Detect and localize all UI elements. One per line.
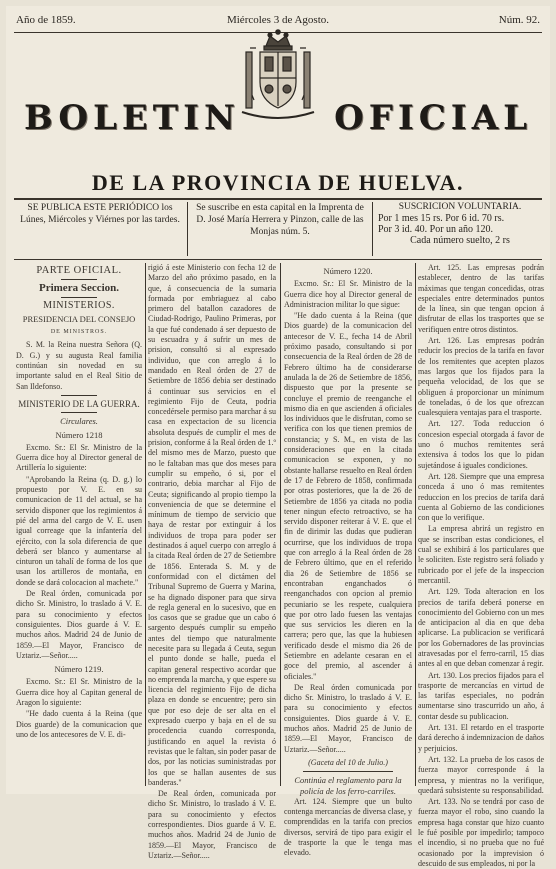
article-paragraph: De Real órden, comunicada por dicho Sr. Ministro, lo traslado á V. E. para su conocimiento y efectos consiguientes. Dios guarde á V. E. muchos años. Madrid 24 de Junio de 1859.—El Mayor, Francisco de Uztariz.—Señor..... (16, 589, 142, 660)
column-divider (280, 263, 281, 786)
article-paragraph: Art. 128. Siempre que una empresa conceda á uno ó mas remitentes reduccion en los precios de tarifa dará cuenta al Gobierno de las condiciones con que lo verifique. (418, 471, 544, 523)
article-paragraph: La empresa abrirá un registro en que se inscriban estas condiciones, el cual se exhibirá á los particulares que le soliciten. Este registro será foliado y rubricado por el jefe de la inspeccion mercantil. (418, 524, 544, 585)
column-divider (145, 263, 146, 786)
section-heading: PARTE OFICIAL. (36, 265, 122, 276)
masthead-subtitle: DE LA PROVINCIA DE HUELVA. (91, 170, 465, 195)
masthead-bottom-rule (14, 198, 542, 200)
info-bottom-rule (14, 259, 542, 260)
article-paragraph: De Real órden comunicada por dicho Sr. Ministro, lo traslado á V. E. para su conocimiento y efectos consiguientes. Dios guarde á V. E. muchos años. Madrid 25 de Junio de 1859.—El Mayor, Francisco de Uztariz.—Señor..... (284, 682, 412, 754)
info-divider (372, 202, 373, 256)
section-heading: MINISTERIOS. (43, 299, 115, 311)
newspaper-page (6, 6, 550, 868)
subscription-rates (378, 202, 542, 256)
column-1 (16, 263, 142, 786)
subscription-title: SUSCRICION VOLUNTARIA. (398, 202, 522, 212)
heading-rule (303, 771, 393, 772)
info-divider (187, 202, 188, 256)
article-paragraph: Excmo. Sr.: El Sr. Ministro de la Guerra dice hoy al Director general de Administracion militar lo que sigue: (284, 279, 412, 309)
subscription-rate-line: Cada número suelto, 2 rs (410, 235, 510, 246)
source-note: (Gaceta del 10 de Julio.) (308, 757, 388, 767)
publication-schedule: SE PUBLICA ESTE PERIÓDICO los Lúnes, Miércoles y Viérnes por las tardes. (20, 203, 180, 225)
heading-rule (61, 297, 97, 298)
article-paragraph: Art. 126. Las empresas podrán reducir los precios de la tarifa en favor de los remitentes que acepten plazos mas largos que los fijados para la pequeña velocidad, de los que se obliguen á proporcionar un mínimum de toneladas, ó de los que ofrezcan cualesquiera ventajas para el trasporte. (418, 336, 544, 418)
column-2 (148, 263, 276, 860)
article-paragraph: Art. 130. Los precios fijados para el trasporte de mercancías en virtud de las tarifas especiales, no podrán aumentarse sino trascurrido un año, á contar desde su publicacion. (418, 670, 544, 721)
subscription-rate-line: Por 3 id. 40. Por un año 120. (378, 224, 493, 235)
section-heading: MINISTERIO DE LA GUERRA. (18, 398, 140, 409)
article-paragraph: "Aprobando la Reina (q. D. g.) lo propuesto por V. E. en su comunicacion de 11 del actual, se ha servido disponer que los regimientos á pié del arma del cargo de V. E. usen igual correage que la infantería del ejército, con la sola diferencia de que deberá ser blanco y aumentarse al cinturon un tahalí de forma de los que usan los artilleros de montaña, en donde se dará colocacion al machete." (16, 474, 142, 587)
article-paragraph: Art. 131. El retardo en el trasporte dará derecho á indemnizacion de daños y perjuicios. (418, 723, 544, 753)
issue-number: Núm. 92. (498, 14, 540, 26)
section-heading: Número 1219. (54, 664, 104, 675)
article-paragraph: Art. 132. La prueba de los casos de fuerza mayor corresponde á la empresa, y mientras no la verifique, quedará subsistente su responsabilidad. (418, 754, 544, 795)
article-paragraph: Art. 125. Las empresas podrán establecer, dentro de las tarifas máximas que tengan concedidas, otras especiales entre determinados puntos de la línea, sin que tengan opcion á disfrutar de ellas los trasportes que se verifiquen entre otros distintos. (418, 263, 544, 334)
subscription-rate-line: Por 1 mes 15 rs. Por 6 id. 70 rs. (378, 213, 505, 224)
subscription-place: Se suscribe en esta capital en la Imprenta de D. José María Herrera y Pinzon, calle de las Monjas núm. 5. (196, 203, 364, 237)
masthead-title-left: BOLETIN (24, 98, 241, 138)
column-4 (418, 263, 544, 868)
column-divider (415, 263, 416, 786)
article-paragraph: Art. 129. Toda alteracion en los precios de tarifa deberá ponerse en conocimiento del Gobierno con un mes de anticipacion al dia en que deba aplicarse. La publicacion se verificará por los Gobernadores de las provincias atravesadas por el ferro-carril, 15 dias antes al en que deban comenzar á regir. (418, 587, 544, 669)
issue-date: Miércoles 3 de Agosto. (226, 14, 330, 26)
article-paragraph: "He dado cuenta á la Reina (que Dios guarde) de la comunicacion que uno de los antecesores de V. E. di- (16, 709, 142, 739)
article-paragraph: rigió á este Ministerio con fecha 12 de Marzo del año próximo pasado, en la que, á consecuencia de la sumaria formada por embriaguez al cabo primero del batallon cazadores de Ciudad-Rodrigo, Paulino Primeras, por la que fué condenado á ser depuesto de su escuadra y á sufrir un mes de prision, consultó si al expresado individuo, que con arreglo á lo mandado en Real órden de 27 de Setiembre de 1856 debia ser destinado á continuar sus servicios en el regimiento Fijo de Ceuta, podria concedérsele permiso para marchar á su casa en expectacion de su licencia absoluta después de cumplir el mes de prision, conforme á la Real órden de 1.º del mismo mes de Marzo, puesto que no le faltaban mas que dos meses para cumplir su empeño, ó si, por el contrario, debia marchar al Fijo de Ceuta; significando al propio tiempo la conveniencia de que se determine el mínimum de tiempo de servicio que haya de restar por extinguir á los individuos de tropa para poder ser destinados á aquel cuerpo con arreglo á la citada Real órden de 27 de Setiembre de 1856. Enterada S. M. y de conformidad con el dictámen del Tribunal Supremo de Guerra y Marina, se ha dignado disponer para que sirva de regla general en lo sucesivo, que en los casos que se gradue que un cabo ó sargento después cumplir su empeño antes del tiempo que naturalmente necesite para su llegada á Ceuta, segun el punto donde se halle, pueda el capitan general respectivo acordar que no emprenda la marcha, y que espere su licencia del regimiento Fijo de dicha plaza en donde se encuentre; pero sin que por eso deje de ser alta en el expresado cuerpo y baja en el de su procedencia cuando corresponda, justificando en aquel la revista ó revistas que le faltan, sin poder pasar de dos, por las noticias suministradas por los que se hallan ausentes de sus banderas." (148, 263, 276, 787)
section-heading: DE MINISTROS. (50, 329, 108, 336)
section-heading: Número 1218 (55, 429, 103, 440)
article-paragraph: S. M. la Reina nuestra Señora (Q. D. G.) y su augusta Real familia continúan sin novedad en su importante salud en el Real Sitio de San Ildefonso. (16, 340, 142, 391)
article-paragraph: Excmo. Sr.: El Sr. Ministro de la Guerra dice hoy al Director general de Artillería lo siguiente: (16, 442, 142, 473)
article-paragraph: Art. 127. Toda reduccion ó concesion especial otorgada á favor de uno ó muchos remitentes será extensiva á todos los que lo pidan sujetándose á iguales condiciones. (418, 419, 544, 470)
section-heading: Número 1220. (323, 266, 373, 276)
section-heading: Continúa el reglamento para la policía de los ferro-carriles. (294, 775, 402, 796)
heading-rule (61, 395, 97, 396)
heading-rule (61, 279, 97, 280)
masthead-title-right: OFICIAL (334, 98, 532, 138)
article-paragraph: Excmo. Sr.: El Sr. Ministro de la Guerra dice hoy al Capitan general de Aragon lo siguiente: (16, 677, 142, 707)
section-heading: PRESIDENCIA DEL CONSEJO (22, 313, 136, 324)
column-3 (284, 263, 412, 858)
royal-crest-icon (232, 26, 324, 130)
section-heading: Primera Seccion. (38, 282, 120, 295)
article-paragraph: Art. 124. Siempre que un bulto contenga mercancías de diversa clase, y comprendidas en la tarifa con precios diversos, servirá de tipo para exigir el de trasporte la que le tenga mas elevado. (284, 796, 412, 858)
issue-year: Año de 1859. (16, 14, 76, 26)
heading-rule (61, 412, 97, 413)
section-heading: Circulares. (60, 416, 98, 427)
article-paragraph: Art. 133. No se tendrá por caso de fuerza mayor el robo, sino cuando la empresa haga constar que hizo cuanto le fué posible por impedirlo; tampoco el incendio, si no prueba que no fué ocasionado por la imprevision ó descuido de sus empleados, ni por la (418, 797, 544, 868)
article-paragraph: "He dado cuenta á la Reina (que Dios guarde) de la comunicacion del antecesor de V. E., fecha 14 de Abril próximo pasado, consultando si por consecuencia de la Real órden de 28 de Febrero último ha de considerarse anulada la de 26 de Setiembre de 1856, dispuesto que por la presente se concluye el premio de reenganche el mismo dia en que ascienden á oficiales los individuos que le disfrutan, como se verifica con los que tienen premios de constancia; y S. M., en vista de las consideraciones que en la citada comunicacion se exponen, y no obstante hallarse resuelto en Real órden de 17 de Febrero de 1858, confirmada por otras posteriores, que la de 26 de Setiembre de 1856 ya citada no podia tener ningun efecto retroactivo, se ha servido disponer reiterar á V. E. que el fin de dirimir las dudas que pudieran ocurrirse, que los individuos de tropa que con arreglo á la Real órden de 28 de Febrero último, que en el referido dia 26 de Setiembre de 1856 se encontraban enganchados ó reenganchados con opcion al premio pecuniario se les respete, cualquiera que por otro lado fuesen las ventajas que sus servicios les dieren en la carrera; pero que, las que la hubiesen verificado desde el mismo dia 26 de Setiembre en adelante cesaran en el goce del premio, al ascender á oficiales." (284, 311, 412, 681)
article-paragraph: De Real órden, comunicada por dicho Sr. Ministro, lo traslado á V. E. para su conocimiento y efectos correspondientes. Dios guarde á V. E. muchos años. Madrid 24 de Junio de 1859.—El Mayor, Francisco de Uztariz.—Señor..... (148, 789, 276, 860)
